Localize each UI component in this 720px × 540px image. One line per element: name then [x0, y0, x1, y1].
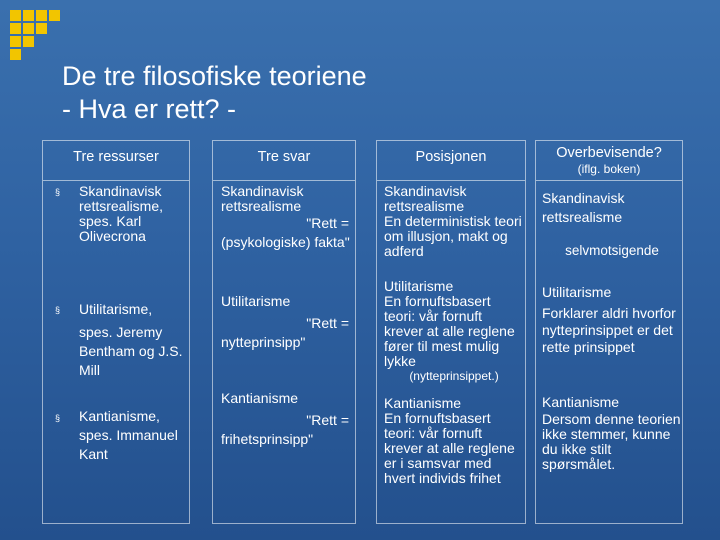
answer-item-kantianisme: [221, 391, 351, 449]
bullet-icon: §: [55, 413, 61, 423]
title-line-1: De tre filosofiske teoriene: [62, 61, 367, 91]
resource-detail: spes. Karl Olivecrona: [79, 213, 146, 244]
verdict-name: Utilitarisme: [542, 284, 612, 300]
verdict-name: Skandinavisk rettsrealisme: [542, 190, 625, 225]
position-note: (nytteprinsippet.): [409, 369, 499, 383]
resource-detail: spes. Jeremy Bentham og J.S. Mill: [79, 324, 183, 378]
position-name: Utilitarisme: [384, 278, 454, 294]
bullet-icon: §: [55, 305, 61, 315]
resource-name: Kantianisme,: [79, 408, 160, 424]
resource-item-rettsrealisme: [79, 184, 194, 244]
resource-item-utilitarisme: [79, 300, 194, 380]
position-text: En fornuftsbasert teori: vår fornuft krever at alle reglene er i samsvar med hvert individs frihet: [384, 410, 515, 486]
answer-quote: "Rett = frihetsprinsipp": [221, 412, 349, 447]
resource-item-kantianisme: [79, 407, 194, 464]
verdict-text: Forklarer aldri hvorfor nytteprinsippet er det rette prinsippet: [542, 305, 676, 355]
verdict-text: Dersom denne teorien ikke stemmer, kunne du ikke stilt spørsmålet.: [542, 411, 681, 472]
position-item-utilitarisme: [384, 279, 524, 384]
column-resources: [42, 140, 190, 524]
verdict-item-kantianisme: [542, 395, 682, 472]
column-convincing: [535, 140, 683, 524]
verdict-item-rettsrealisme: [542, 189, 682, 260]
answer-name: Skandinavisk rettsrealisme: [221, 183, 304, 214]
position-item-kantianisme: [384, 396, 524, 486]
column-header-answers: Tre svar: [213, 141, 355, 181]
answer-quote: "Rett = (psykologiske) fakta": [221, 215, 350, 250]
verdict-text: selvmotsigende: [565, 243, 659, 258]
column-header-sub: (iflg. boken): [577, 162, 641, 176]
page-title: [62, 60, 367, 126]
resource-name: Skandinavisk rettsrealisme,: [79, 183, 164, 214]
title-line-2: - Hva er rett? -: [62, 94, 237, 124]
answer-item-utilitarisme: [221, 294, 351, 352]
logo-squares: [10, 10, 64, 64]
bullet-icon: §: [55, 187, 61, 197]
resource-detail: spes. Immanuel Kant: [79, 427, 178, 462]
column-header-resources: Tre ressurser: [43, 141, 189, 181]
verdict-item-utilitarisme: [542, 285, 682, 356]
column-answers: [212, 140, 356, 524]
answer-name: Kantianisme: [221, 390, 299, 406]
verdict-name: Kantianisme: [542, 394, 620, 410]
position-text: En deterministisk teori om illusjon, makt og adferd: [384, 213, 522, 259]
position-text: En fornuftsbasert teori: vår fornuft krever at alle reglene fører til mest mulig lykke: [384, 293, 515, 369]
column-header-position: Posisjonen: [377, 141, 525, 181]
column-header-convincing: [536, 141, 682, 181]
resource-name: Utilitarisme,: [79, 301, 153, 317]
answer-name: Utilitarisme: [221, 293, 291, 309]
position-name: Skandinavisk rettsrealisme: [384, 183, 467, 214]
answer-quote: "Rett = nytteprinsipp": [221, 315, 349, 350]
answer-item-rettsrealisme: [221, 184, 351, 252]
position-name: Kantianisme: [384, 395, 462, 411]
column-position: [376, 140, 526, 524]
position-item-rettsrealisme: [384, 184, 524, 259]
column-header-label: Overbevisende?: [556, 145, 662, 161]
